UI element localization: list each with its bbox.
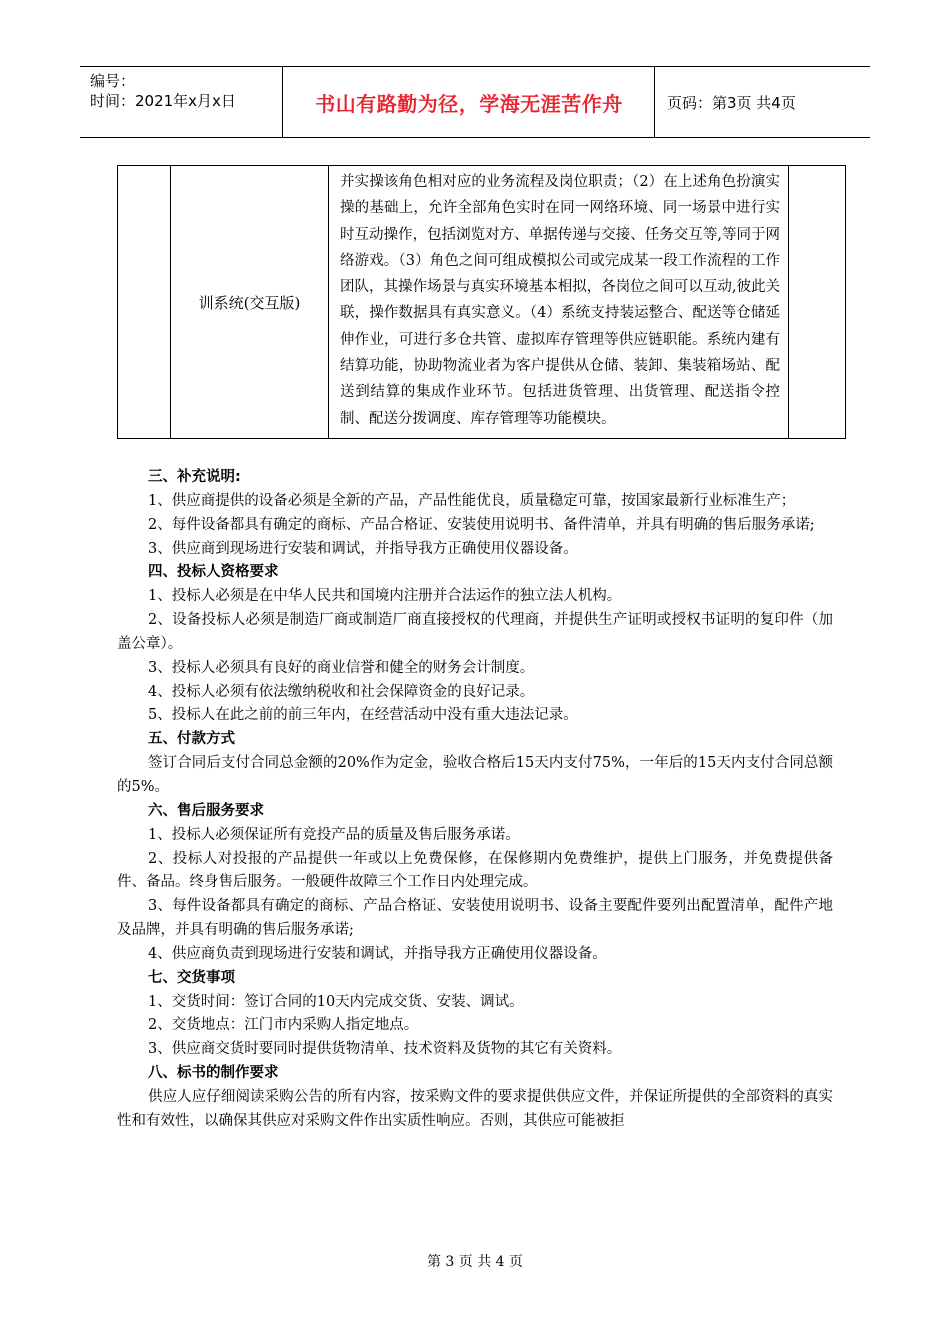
page-header	[80, 66, 870, 138]
paragraph: 1、投标人必须保证所有竞投产品的质量及售后服务承诺。	[148, 826, 520, 843]
paragraph: 1、交货时间：签订合同的10天内完成交货、安装、调试。	[148, 993, 524, 1010]
section-title-bid-document: 八、标书的制作要求	[148, 1065, 279, 1082]
paragraph: 2、交货地点：江门市内采购人指定地点。	[148, 1017, 419, 1034]
paragraph: 4、供应商负责到现场进行安装和调试，并指导我方正确使用仪器设备。	[148, 945, 607, 962]
section-title-supplement: 三、补充说明:	[148, 469, 241, 485]
header-info	[80, 67, 283, 137]
section-title-delivery: 七、交货事项	[148, 969, 235, 986]
paragraph: 3、供应商到现场进行安装和调试，并指导我方正确使用仪器设备。	[148, 540, 578, 557]
section-title-payment: 五、付款方式	[148, 731, 235, 748]
spec-table	[117, 165, 846, 439]
document-body	[117, 466, 833, 1134]
header-page-number: 页码：第3页 共4页	[667, 93, 796, 112]
time-label: 时间：2021年x月x日	[90, 92, 236, 110]
paragraph: 签订合同后支付合同总金额的20%作为定金，验收合格后15天内支付75%，一年后的15天内支付合同总额的5%。	[117, 755, 833, 795]
paragraph: 1、供应商提供的设备必须是全新的产品，产品性能优良，质量稳定可靠，按国家最新行业标准生产；	[148, 492, 796, 509]
paragraph: 3、投标人必须具有良好的商业信誉和健全的财务会计制度。	[148, 659, 535, 676]
header-motto: 书山有路勤为径，学海无涯苦作舟	[284, 67, 655, 137]
paragraph: 2、每件设备都具有确定的商标、产品合格证、安装使用说明书、备件清单，并具有明确的售后服务承诺;	[148, 516, 815, 533]
table-cell-index	[118, 166, 171, 438]
item-description: 并实操该角色相对应的业务流程及岗位职责；（2）在上述角色扮演实操的基础上，允许全部角色实时在同一网络环境、同一场景中进行实时互动操作，包括浏览对方、单据传递与交接、任务交互等,等同于网络游戏。（3）角色之间可组成模拟公司或完成某一段工作流程的工作团队，其操作场景与真实环境基本相拟，各岗位之间可以互动,彼此关联，操作数据具有真实意义。（4）系统支持装运整合、配送等仓储延伸作业，可进行多仓共管、虚拟库存管理等供应链职能。系统内建有结算功能，协助物流业者为客户提供从仓储、装卸、集装箱场站、配送到结算的集成作业环节。包括进货管理、出货管理、配送指令控制、配送分拨调度、库存管理等功能模块。	[340, 174, 780, 427]
item-name: 训系统(交互版)	[198, 293, 301, 312]
paragraph: 4、投标人必须有依法缴纳税收和社会保障资金的良好记录。	[148, 683, 535, 700]
table-cell-extra	[789, 166, 845, 438]
paragraph: 2、设备投标人必须是制造厂商或制造厂商直接授权的代理商，并提供生产证明或授权书证明的复印件（加盖公章）。	[117, 612, 833, 652]
paragraph: 2、投标人对投报的产品提供一年或以上免费保修，在保修期内免费维护，提供上门服务，并免费提供备件、备品。终身售后服务。一般硬件故障三个工作日内处理完成。	[117, 850, 833, 891]
section-title-after-sales: 六、售后服务要求	[148, 802, 264, 819]
page-footer: 第 3 页 共 4 页	[426, 1254, 524, 1270]
section-title-qualification: 四、投标人资格要求	[148, 564, 279, 581]
paragraph: 5、投标人在此之前的前三年内，在经营活动中没有重大违法记录。	[148, 707, 578, 724]
paragraph: 供应人应仔细阅读采购公告的所有内容，按采购文件的要求提供供应文件，并保证所提供的全部资料的真实性和有效性，以确保其供应对采购文件作出实质性响应。否则，其供应可能被拒	[117, 1088, 833, 1129]
table-cell-name	[171, 166, 329, 438]
paragraph: 3、每件设备都具有确定的商标、产品合格证、安装使用说明书、设备主要配件要列出配置清单，配件产地及品牌，并具有明确的售后服务承诺;	[117, 898, 833, 939]
number-label: 编号：	[90, 72, 136, 90]
paragraph: 1、投标人必须是在中华人民共和国境内注册并合法运作的独立法人机构。	[148, 588, 622, 605]
paragraph: 3、供应商交货时要同时提供货物清单、技术资料及货物的其它有关资料。	[148, 1041, 622, 1058]
